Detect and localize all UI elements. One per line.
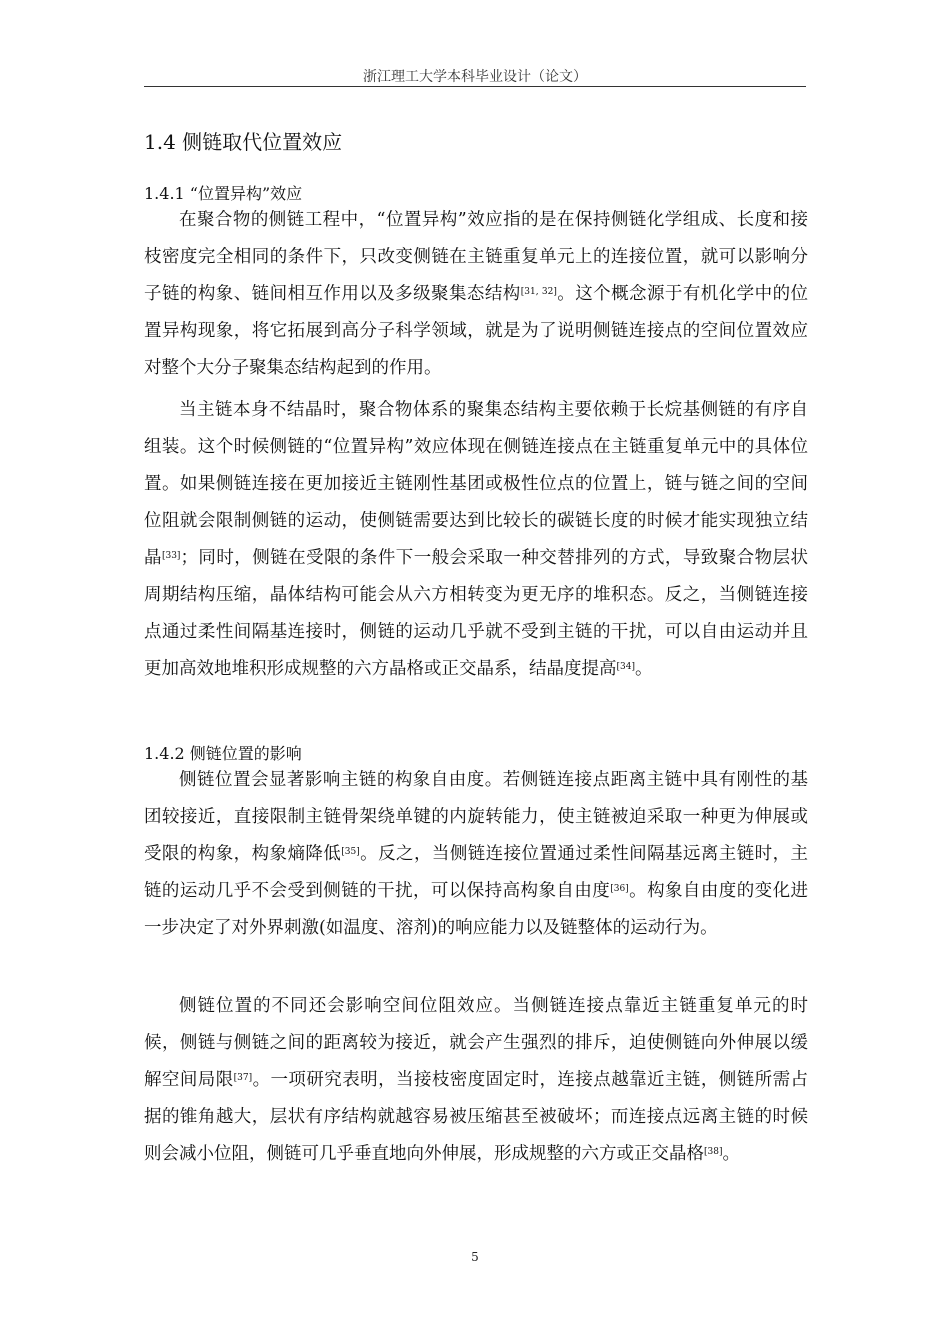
running-header: 浙江理工大学本科毕业设计（论文） (363, 69, 587, 85)
paragraph-text: 。反之，当侧链连接位置通过柔性间隔基远离主链时，主链的运动几乎不会受到侧链的干扰，可以保持高构象自由度 (144, 844, 809, 901)
paragraph (144, 202, 808, 387)
paragraph-text: 侧链位置的不同还会影响空间位阻效应。当侧链连接点靠近主链重复单元的时候，侧链与侧链之间的距离较为接近，就会产生强烈的排斥，迫使侧链向外伸展以缓解空间局限 (144, 996, 808, 1090)
paragraph (144, 988, 808, 1173)
section-title: 1.4 侧链取代位置效应 (144, 130, 343, 154)
citation: [33] (161, 551, 181, 561)
citation: [38] (704, 1147, 723, 1157)
paragraph-text: 。构象自由度的变化进一步决定了对外界刺激(如温度、溶剂)的响应能力以及链整体的运动行为。 (144, 881, 809, 938)
citation: [31, 32] (520, 287, 557, 297)
paragraph-text: ；同时，侧链在受限的条件下一般会采取一种交替排列的方式，导致聚合物层状周期结构压缩，晶体结构可能会从六方相转变为更无序的堆积态。反之，当侧链连接点通过柔性间隔基连接时，侧链的运动几乎就不受到主链的干扰，可以自由运动并且更加高效地堆积形成规整的六方晶格或正交晶系，结晶度提高 (144, 548, 809, 679)
paragraph (144, 762, 808, 947)
paragraph-text: 侧链位置会显著影响主链的构象自由度。若侧链连接点距离主链中具有刚性的基团较接近，直接限制主链骨架绕单键的内旋转能力，使主链被迫采取一种更为伸展或受限的构象，构象熵降低 (144, 770, 808, 864)
paragraph (144, 392, 808, 688)
paragraph-text: 。 (722, 1144, 740, 1164)
citation: [35] (341, 847, 360, 857)
subsection-title-1-4-2: 1.4.2 侧链位置的影响 (144, 744, 302, 763)
paragraph-text: 。一项研究表明，当接枝密度固定时，连接点越靠近主链，侧链所需占据的锥角越大，层状有序结构就越容易被压缩甚至被破坏；而连接点远离主链的时候则会减小位阻，侧链可几乎垂直地向外伸展，形成规整的六方或正交晶格 (144, 1070, 808, 1164)
page-number: 5 (471, 1250, 479, 1264)
citation: [36] (610, 884, 629, 894)
citation: [37] (233, 1073, 253, 1083)
paragraph-text: 当主链本身不结晶时，聚合物体系的聚集态结构主要依赖于长烷基侧链的有序自组装。这个时候侧链的“位置异构”效应体现在侧链连接点在主链重复单元中的具体位置。如果侧链连接在更加接近主链刚性基团或极性位点的位置上，链与链之间的空间位阻就会限制侧链的运动，使侧链需要达到比较长的碳链长度的时候才能实现独立结晶 (144, 400, 808, 568)
citation: [34] (616, 662, 635, 672)
subsection-title-1-4-1: 1.4.1 “位置异构”效应 (144, 184, 303, 203)
paragraph-text: 。 (634, 659, 653, 679)
header-rule (144, 86, 806, 87)
paragraph-text: 。这个概念源于有机化学中的位置异构现象，将它拓展到高分子科学领域，就是为了说明侧链连接点的空间位置效应对整个大分子聚集态结构起到的作用。 (144, 284, 809, 378)
paragraph-text: 在聚合物的侧链工程中，“位置异构”效应指的是在保持侧链化学组成、长度和接枝密度完全相同的条件下，只改变侧链在主链重复单元上的连接位置，就可以影响分子链的构象、链间相互作用以及多级聚集态结构 (144, 210, 808, 304)
